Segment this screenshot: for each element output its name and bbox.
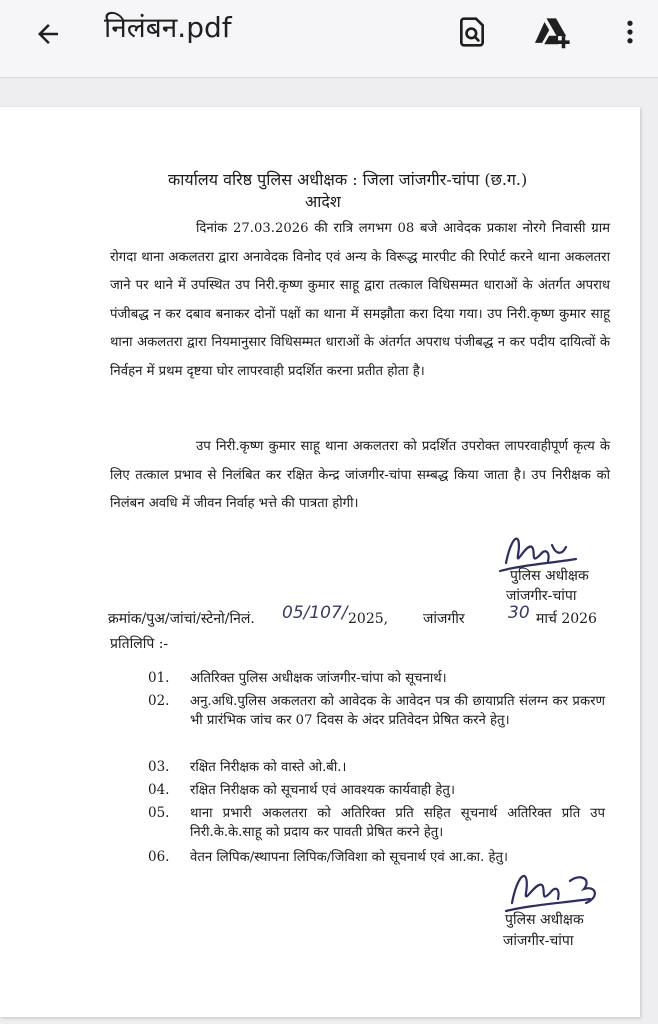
search-in-document-button[interactable] (450, 10, 494, 54)
order-paragraph-2: उप निरी.कृष्ण कुमार साहू थाना अकलतरा को प्रदर्शित उपरोक्त लापरवाहीपूर्ण कृत्य के लिए तत्काल प्रभाव से निलंबित कर रक्षित केन्द्र जांजगीर-चांपा सम्बद्ध किया जाता है। उप निरीक्षक को निलंबन अवधि में जीवन निर्वाह भत्ते की पात्रता होगी। (110, 439, 610, 511)
add-to-drive-button[interactable] (532, 10, 576, 54)
reference-year: 2025, (348, 611, 389, 627)
copy-item-number: 01. (148, 670, 170, 686)
pdf-page[interactable] (0, 107, 640, 1017)
reference-place: जांजगीर (423, 611, 465, 627)
file-title: निलंबन.pdf (104, 11, 232, 44)
copy-item-text: रक्षित निरीक्षक को सूचनार्थ एवं आवश्यक कार्यवाही हेतु। (190, 783, 455, 798)
copy-item-text: रक्षित निरीक्षक को वास्ते ओ.बी.। (190, 760, 347, 775)
copy-item-text: वेतन लिपिक/स्थापना लिपिक/जिविशा को सूचनार्थ एवं आ.का. हेतु। (190, 850, 508, 865)
copy-item-number: 06. (148, 849, 170, 865)
reference-date: मार्च 2026 (536, 611, 597, 627)
order-heading: आदेश (305, 192, 341, 211)
copy-item-text: अतिरिक्त पुलिस अधीक्षक जांजगीर-चांपा को सूचनार्थ। (190, 671, 447, 686)
document-content (0, 107, 640, 1017)
signature-1-title: पुलिस अधीक्षक (510, 568, 589, 584)
more-vert-icon (615, 17, 645, 47)
signature-2-place: जांजगीर-चांपा (503, 933, 574, 949)
copy-heading: प्रतिलिपि :- (110, 636, 169, 652)
copy-item-number: 03. (148, 759, 170, 775)
copy-item-text: अनु.अधि.पुलिस अकलतरा को आवेदक के आवेदन पत्र की छायाप्रति संलग्न कर प्रकरण भी प्रारंभिक जांच कर 07 दिवस के अंदर प्रतिवेदन प्रेषित करने हेतु। (190, 694, 605, 728)
order-paragraph-1: दिनांक 27.03.2026 की रात्रि लगभग 08 बजे आवेदक प्रकाश नोरगे निवासी ग्राम रोगदा थाना अकलतरा द्वारा अनावेदक विनोद एवं अन्य के विरूद्ध मारपीट की रिपोर्ट करने थाना अकलतरा जाने पर थाने में उपस्थित उप निरी.कृष्ण कुमार साहू द्वारा तत्काल विधिसम्मत धाराओं के अंतर्गत अपराध पंजीबद्ध न कर दबाव बनाकर दोनों पक्षों का थाना में समझौता करा दिया गया। उप निरी.कृष्ण कुमार साहू थाना अकलतरा द्वारा नियमानुसार विधिसम्मत धाराओं के अंतर्गत अपराध पंजीबद्ध न कर पदीय दायित्वों के निर्वहन में प्रथम दृष्टया घोर लापरवाही प्रदर्शित करना प्रतीत होता है। (110, 221, 610, 379)
copy-item-text: थाना प्रभारी अकलतरा को अतिरिक्त प्रति सहित सूचनार्थ अतिरिक्त प्रति उप निरी.के.के.साहू को प्रदाय कर पावती प्रेषित करने हेतु। (190, 806, 605, 840)
copy-item-number: 04. (148, 782, 170, 798)
copy-item-number: 02. (148, 693, 170, 709)
drive-add-icon (535, 15, 573, 49)
copy-item-number: 05. (148, 805, 170, 821)
search-doc-icon (456, 16, 488, 48)
arrow-left-icon (33, 19, 63, 49)
more-options-button[interactable] (608, 10, 652, 54)
back-button[interactable] (28, 14, 68, 54)
app-bar (0, 0, 658, 78)
office-heading: कार्यालय वरिष्ठ पुलिस अधीक्षक : जिला जांजगीर-चांपा (छ.ग.) (168, 170, 528, 189)
reference-handwritten-day: 30 (508, 603, 530, 623)
reference-handwritten-number: 05/107/ (282, 603, 348, 623)
signature-2-title: पुलिस अधीक्षक (505, 912, 584, 928)
reference-prefix: क्रमांक/पुअ/जांचां/स्टेनो/निलं. (108, 611, 255, 627)
signature-1-place: जांजगीर-चांपा (506, 588, 577, 604)
